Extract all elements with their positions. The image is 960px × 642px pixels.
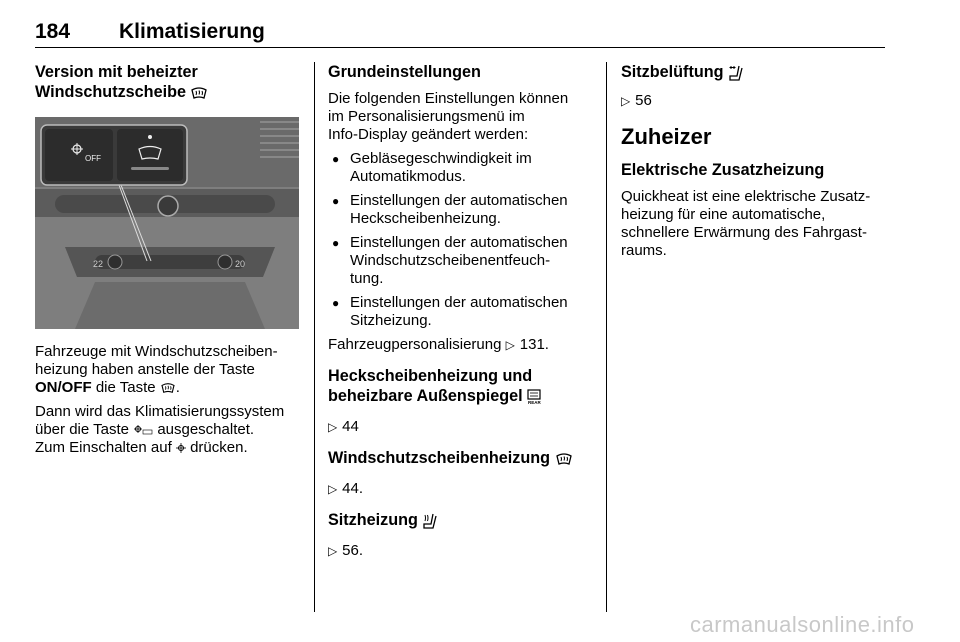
reference-arrow-icon: ▷ bbox=[505, 338, 515, 352]
column-1 bbox=[35, 62, 299, 102]
temp-right-label: 20 bbox=[235, 259, 246, 269]
page-header bbox=[35, 14, 885, 48]
heading-auxiliary-heater: Zuheizer bbox=[621, 124, 712, 149]
page-number: 184 bbox=[35, 20, 71, 43]
reference-arrow-icon: ▷ bbox=[328, 420, 338, 434]
intro-paragraph: Die folgenden Einstellungen können im Personalisierungsmenü im Info-Display geändert werden: bbox=[328, 90, 569, 143]
seat-heating-icon bbox=[422, 512, 438, 530]
reference-arrow-icon: ▷ bbox=[328, 544, 338, 558]
dashboard-illustration bbox=[35, 117, 299, 329]
seat-ventilation-icon bbox=[728, 64, 744, 82]
svg-text:OFF: OFF bbox=[85, 154, 101, 163]
heading-basic-settings: Grundeinstellungen bbox=[328, 63, 481, 81]
heading-seat-heating: Sitzheizung bbox=[328, 510, 594, 530]
svg-text:REAR: REAR bbox=[528, 399, 541, 405]
column-divider bbox=[606, 62, 607, 612]
paragraph-windshield-models: Fahrzeuge mit Windschutzscheiben- heizung haben anstelle der Taste ON/OFF die Taste . bbox=[35, 343, 278, 396]
list-item: ● Einstellungen der automatischen Heckscheibenheizung. bbox=[328, 192, 594, 228]
section-heading-windshield-version: Version mit beheizter Windschutzscheibe bbox=[35, 62, 299, 102]
settings-list bbox=[328, 150, 594, 330]
reference-arrow-icon: ▷ bbox=[621, 94, 631, 108]
quickheat-paragraph: Quickheat ist eine elektrische Zusatz- heizung für eine automatische, schnellere Erwärmung des Fahrgast- raums. bbox=[621, 188, 871, 259]
windshield-heating-icon bbox=[555, 452, 573, 466]
reference-arrow-icon: ▷ bbox=[328, 482, 338, 496]
dashboard-controls-photo bbox=[35, 117, 299, 329]
list-item: ● Einstellungen der automatischen Windschutzscheibenentfeuch- tung. bbox=[328, 234, 594, 288]
on-off-label: ON/OFF bbox=[35, 379, 92, 396]
personalisation-reference: Fahrzeugpersonalisierung ▷ 131. bbox=[328, 336, 549, 353]
windshield-heating-icon bbox=[190, 86, 208, 100]
heading-windshield-heating: Windschutzscheibenheizung bbox=[328, 448, 594, 468]
seat-heating-reference: ▷ 56. bbox=[328, 542, 364, 559]
list-item: ● Einstellungen der automatischen Sitzheizung. bbox=[328, 294, 594, 330]
chapter-title: Klimatisierung bbox=[119, 20, 265, 43]
heading-electric-auxiliary-heating: Elektrische Zusatzheizung bbox=[621, 161, 825, 179]
column-divider bbox=[314, 62, 315, 612]
paragraph-climate-off: Dann wird das Klimatisierungssystem über die Taste ausgeschaltet. Zum Einschalten auf drücken. bbox=[35, 403, 285, 456]
rear-window-reference: ▷ 44 bbox=[328, 418, 359, 435]
seat-ventilation-reference: ▷ 56 bbox=[621, 92, 652, 109]
heading-seat-ventilation: Sitzbelüftung bbox=[621, 62, 891, 82]
rear-window-heating-icon bbox=[527, 389, 541, 405]
windshield-heating-reference: ▷ 44. bbox=[328, 480, 364, 497]
windshield-heating-icon bbox=[160, 382, 176, 394]
column-3 bbox=[621, 62, 891, 260]
fan-off-icon bbox=[133, 424, 153, 436]
watermark: carmanualsonline.info bbox=[690, 612, 915, 637]
column-1-text bbox=[35, 343, 299, 457]
fan-icon bbox=[176, 442, 186, 454]
heading-rear-window-heating: Heckscheibenheizung und beheizbare Außenspiegel REAR bbox=[328, 367, 541, 405]
list-item: ● Gebläsegeschwindigkeit im Automatikmodus. bbox=[328, 150, 594, 186]
column-2 bbox=[328, 62, 594, 560]
temp-left-label: 22 bbox=[93, 259, 104, 269]
